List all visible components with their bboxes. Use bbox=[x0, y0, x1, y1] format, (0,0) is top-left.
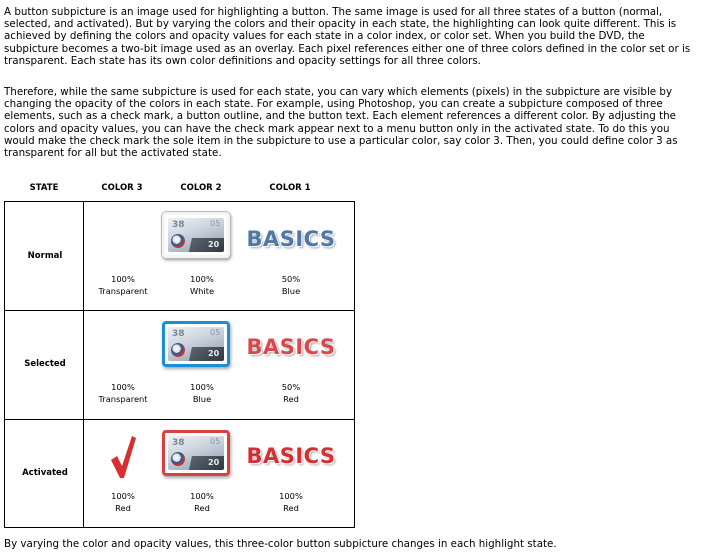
selected-button-thumbnail: 38 05 20 bbox=[162, 321, 230, 367]
selected-color3-value: 100% Transparent bbox=[98, 382, 148, 404]
normal-basics-text: BASICS bbox=[246, 227, 336, 251]
state-label-selected: Selected bbox=[24, 359, 66, 369]
selected-color1-value: 50% Red bbox=[281, 382, 301, 404]
intro-paragraph-1: A button subpicture is an image used for highlighting a button. The same image is used for all three states of a button (normal, selected, and activated). But by varying the colors and their opacity in each state, the highlighting can look quite different. This is achieved by defining the colors and opacity values for each state in a color index, or color set. When you build the DVD, the subpicture becomes a two-bit image used as an overlay. Each pixel references either one of three colors defined in the color set or is transparent. Each state has its own color definitions and opacity settings for all three colors. bbox=[4, 6, 691, 67]
normal-button-thumbnail: 38 05 20 bbox=[162, 212, 230, 258]
state-label-activated: Activated bbox=[22, 468, 68, 478]
selected-basics-text: BASICS bbox=[246, 335, 336, 359]
normal-color1-value: 50% Blue bbox=[281, 274, 301, 296]
normal-color2-value: 100% White bbox=[189, 274, 215, 296]
figure-caption: By varying the color and opacity values, this three-color button subpicture changes in each highlight state. bbox=[4, 538, 557, 550]
selected-color2-value: 100% Blue bbox=[190, 382, 214, 404]
activated-color2-value: 100% Red bbox=[190, 491, 214, 513]
activated-color3-value: 100% Red bbox=[111, 491, 135, 513]
intro-paragraph-2: Therefore, while the same subpicture is used for each state, you can vary which elements (pixels) in the subpicture are visible by changing the opacity of the colors in each state. For example, using Photoshop, you can create a subpicture composed of three elements, such as a check mark, a button outline, and the button text. Each element references a different color. By adjusting the colors and opacity values, you can have the check mark appear next to a menu button only in the activated state. To do this you would make the check mark the sole item in the subpicture to use a particular color, say color 3. Then, you could define color 3 as transparent for all but the activated state. bbox=[4, 86, 678, 160]
state-label-normal: Normal bbox=[27, 251, 63, 261]
header-state: STATE bbox=[29, 183, 59, 193]
activated-button-thumbnail: 38 05 20 bbox=[162, 430, 230, 476]
activated-color1-value: 100% Red bbox=[279, 491, 303, 513]
row-divider bbox=[5, 310, 354, 311]
normal-color3-value: 100% Transparent bbox=[98, 274, 148, 296]
activated-basics-text: BASICS bbox=[246, 444, 336, 468]
header-color-3: COLOR 3 bbox=[101, 183, 143, 193]
highlight-state-table bbox=[4, 201, 355, 528]
header-color-2: COLOR 2 bbox=[180, 183, 222, 193]
check-mark-icon bbox=[109, 434, 137, 480]
header-color-1: COLOR 1 bbox=[269, 183, 311, 193]
row-divider bbox=[5, 419, 354, 420]
